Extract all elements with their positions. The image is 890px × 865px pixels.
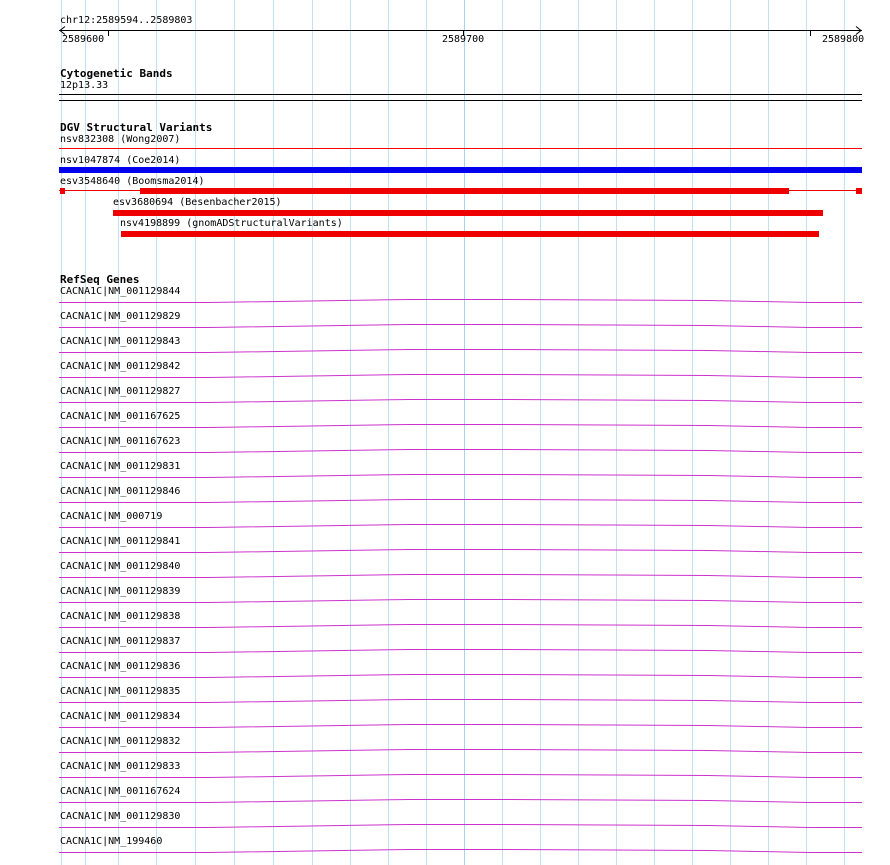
gene-structure-line[interactable] — [59, 496, 862, 504]
ruler-position-label: chr12:2589594..2589803 — [60, 15, 193, 26]
gene-structure-line[interactable] — [59, 471, 862, 479]
gene-label[interactable]: CACNA1C|NM_001129834 — [60, 711, 181, 722]
variant-bar[interactable] — [113, 210, 823, 216]
gene-label[interactable]: CACNA1C|NM_001129839 — [60, 586, 181, 597]
gene-label[interactable]: CACNA1C|NM_001167625 — [60, 411, 181, 422]
gene-structure-line[interactable] — [59, 846, 862, 854]
gene-label[interactable]: CACNA1C|NM_001129830 — [60, 811, 181, 822]
cytobands-track-title: Cytogenetic Bands — [60, 67, 173, 80]
gene-label[interactable]: CACNA1C|NM_199460 — [60, 836, 163, 847]
gene-structure-line[interactable] — [59, 671, 862, 679]
ruler-tick-label: 2589800 — [822, 34, 865, 45]
gene-label[interactable]: CACNA1C|NM_001129838 — [60, 611, 181, 622]
variant-label[interactable]: nsv832308 (Wong2007) — [60, 134, 181, 145]
gene-structure-line[interactable] — [59, 521, 862, 529]
gene-label[interactable]: CACNA1C|NM_001129829 — [60, 311, 181, 322]
gene-label[interactable]: CACNA1C|NM_001129843 — [60, 336, 181, 347]
gene-label[interactable]: CACNA1C|NM_000719 — [60, 511, 163, 522]
gene-structure-line[interactable] — [59, 371, 862, 379]
gene-structure-line[interactable] — [59, 746, 862, 754]
gene-label[interactable]: CACNA1C|NM_001129837 — [60, 636, 181, 647]
variant-label[interactable]: esv3548640 (Boomsma2014) — [60, 176, 205, 187]
ruler-tick-label: 2589700 — [442, 34, 485, 45]
gene-structure-line[interactable] — [59, 571, 862, 579]
variant-label[interactable]: nsv1047874 (Coe2014) — [60, 155, 181, 166]
gene-structure-line[interactable] — [59, 321, 862, 329]
gene-label[interactable]: CACNA1C|NM_001129841 — [60, 536, 181, 547]
gene-label[interactable]: CACNA1C|NM_001129831 — [60, 461, 181, 472]
gene-label[interactable]: CACNA1C|NM_001129835 — [60, 686, 181, 697]
gene-structure-line[interactable] — [59, 646, 862, 654]
gene-label[interactable]: CACNA1C|NM_001129832 — [60, 736, 181, 747]
gene-label[interactable]: CACNA1C|NM_001129836 — [60, 661, 181, 672]
gene-label[interactable]: CACNA1C|NM_001129842 — [60, 361, 181, 372]
variant-bar[interactable] — [121, 231, 819, 237]
gene-label[interactable]: CACNA1C|NM_001129846 — [60, 486, 181, 497]
variant-label[interactable]: nsv4198899 (gnomADStructuralVariants) — [120, 218, 343, 229]
gene-label[interactable]: CACNA1C|NM_001167623 — [60, 436, 181, 447]
gene-label[interactable]: CACNA1C|NM_001129833 — [60, 761, 181, 772]
gene-structure-line[interactable] — [59, 596, 862, 604]
gene-structure-line[interactable] — [59, 421, 862, 429]
gene-structure-line[interactable] — [59, 821, 862, 829]
gene-label[interactable]: CACNA1C|NM_001129827 — [60, 386, 181, 397]
gene-structure-line[interactable] — [59, 696, 862, 704]
dgv-track-title: DGV Structural Variants — [60, 121, 213, 134]
gene-structure-line[interactable] — [59, 721, 862, 729]
gene-label[interactable]: CACNA1C|NM_001129840 — [60, 561, 181, 572]
gene-structure-line[interactable] — [59, 771, 862, 779]
gene-structure-line[interactable] — [59, 446, 862, 454]
gene-structure-line[interactable] — [59, 396, 862, 404]
refseq-track-title: RefSeq Genes — [60, 273, 140, 286]
gene-structure-line[interactable] — [59, 346, 862, 354]
cytoband-line — [59, 94, 862, 95]
cytoband-label: 12p13.33 — [60, 80, 109, 91]
gene-structure-line[interactable] — [59, 796, 862, 804]
gene-structure-line[interactable] — [59, 621, 862, 629]
gene-label[interactable]: CACNA1C|NM_001167624 — [60, 786, 181, 797]
cytoband-line — [59, 100, 862, 101]
variant-bar[interactable] — [59, 167, 862, 173]
ruler-tick-label: 2589600 — [62, 34, 105, 45]
gene-structure-line[interactable] — [59, 296, 862, 304]
variant-bar[interactable] — [59, 148, 862, 149]
gene-label[interactable]: CACNA1C|NM_001129844 — [60, 286, 181, 297]
variant-label[interactable]: esv3680694 (Besenbacher2015) — [113, 197, 282, 208]
gene-structure-line[interactable] — [59, 546, 862, 554]
